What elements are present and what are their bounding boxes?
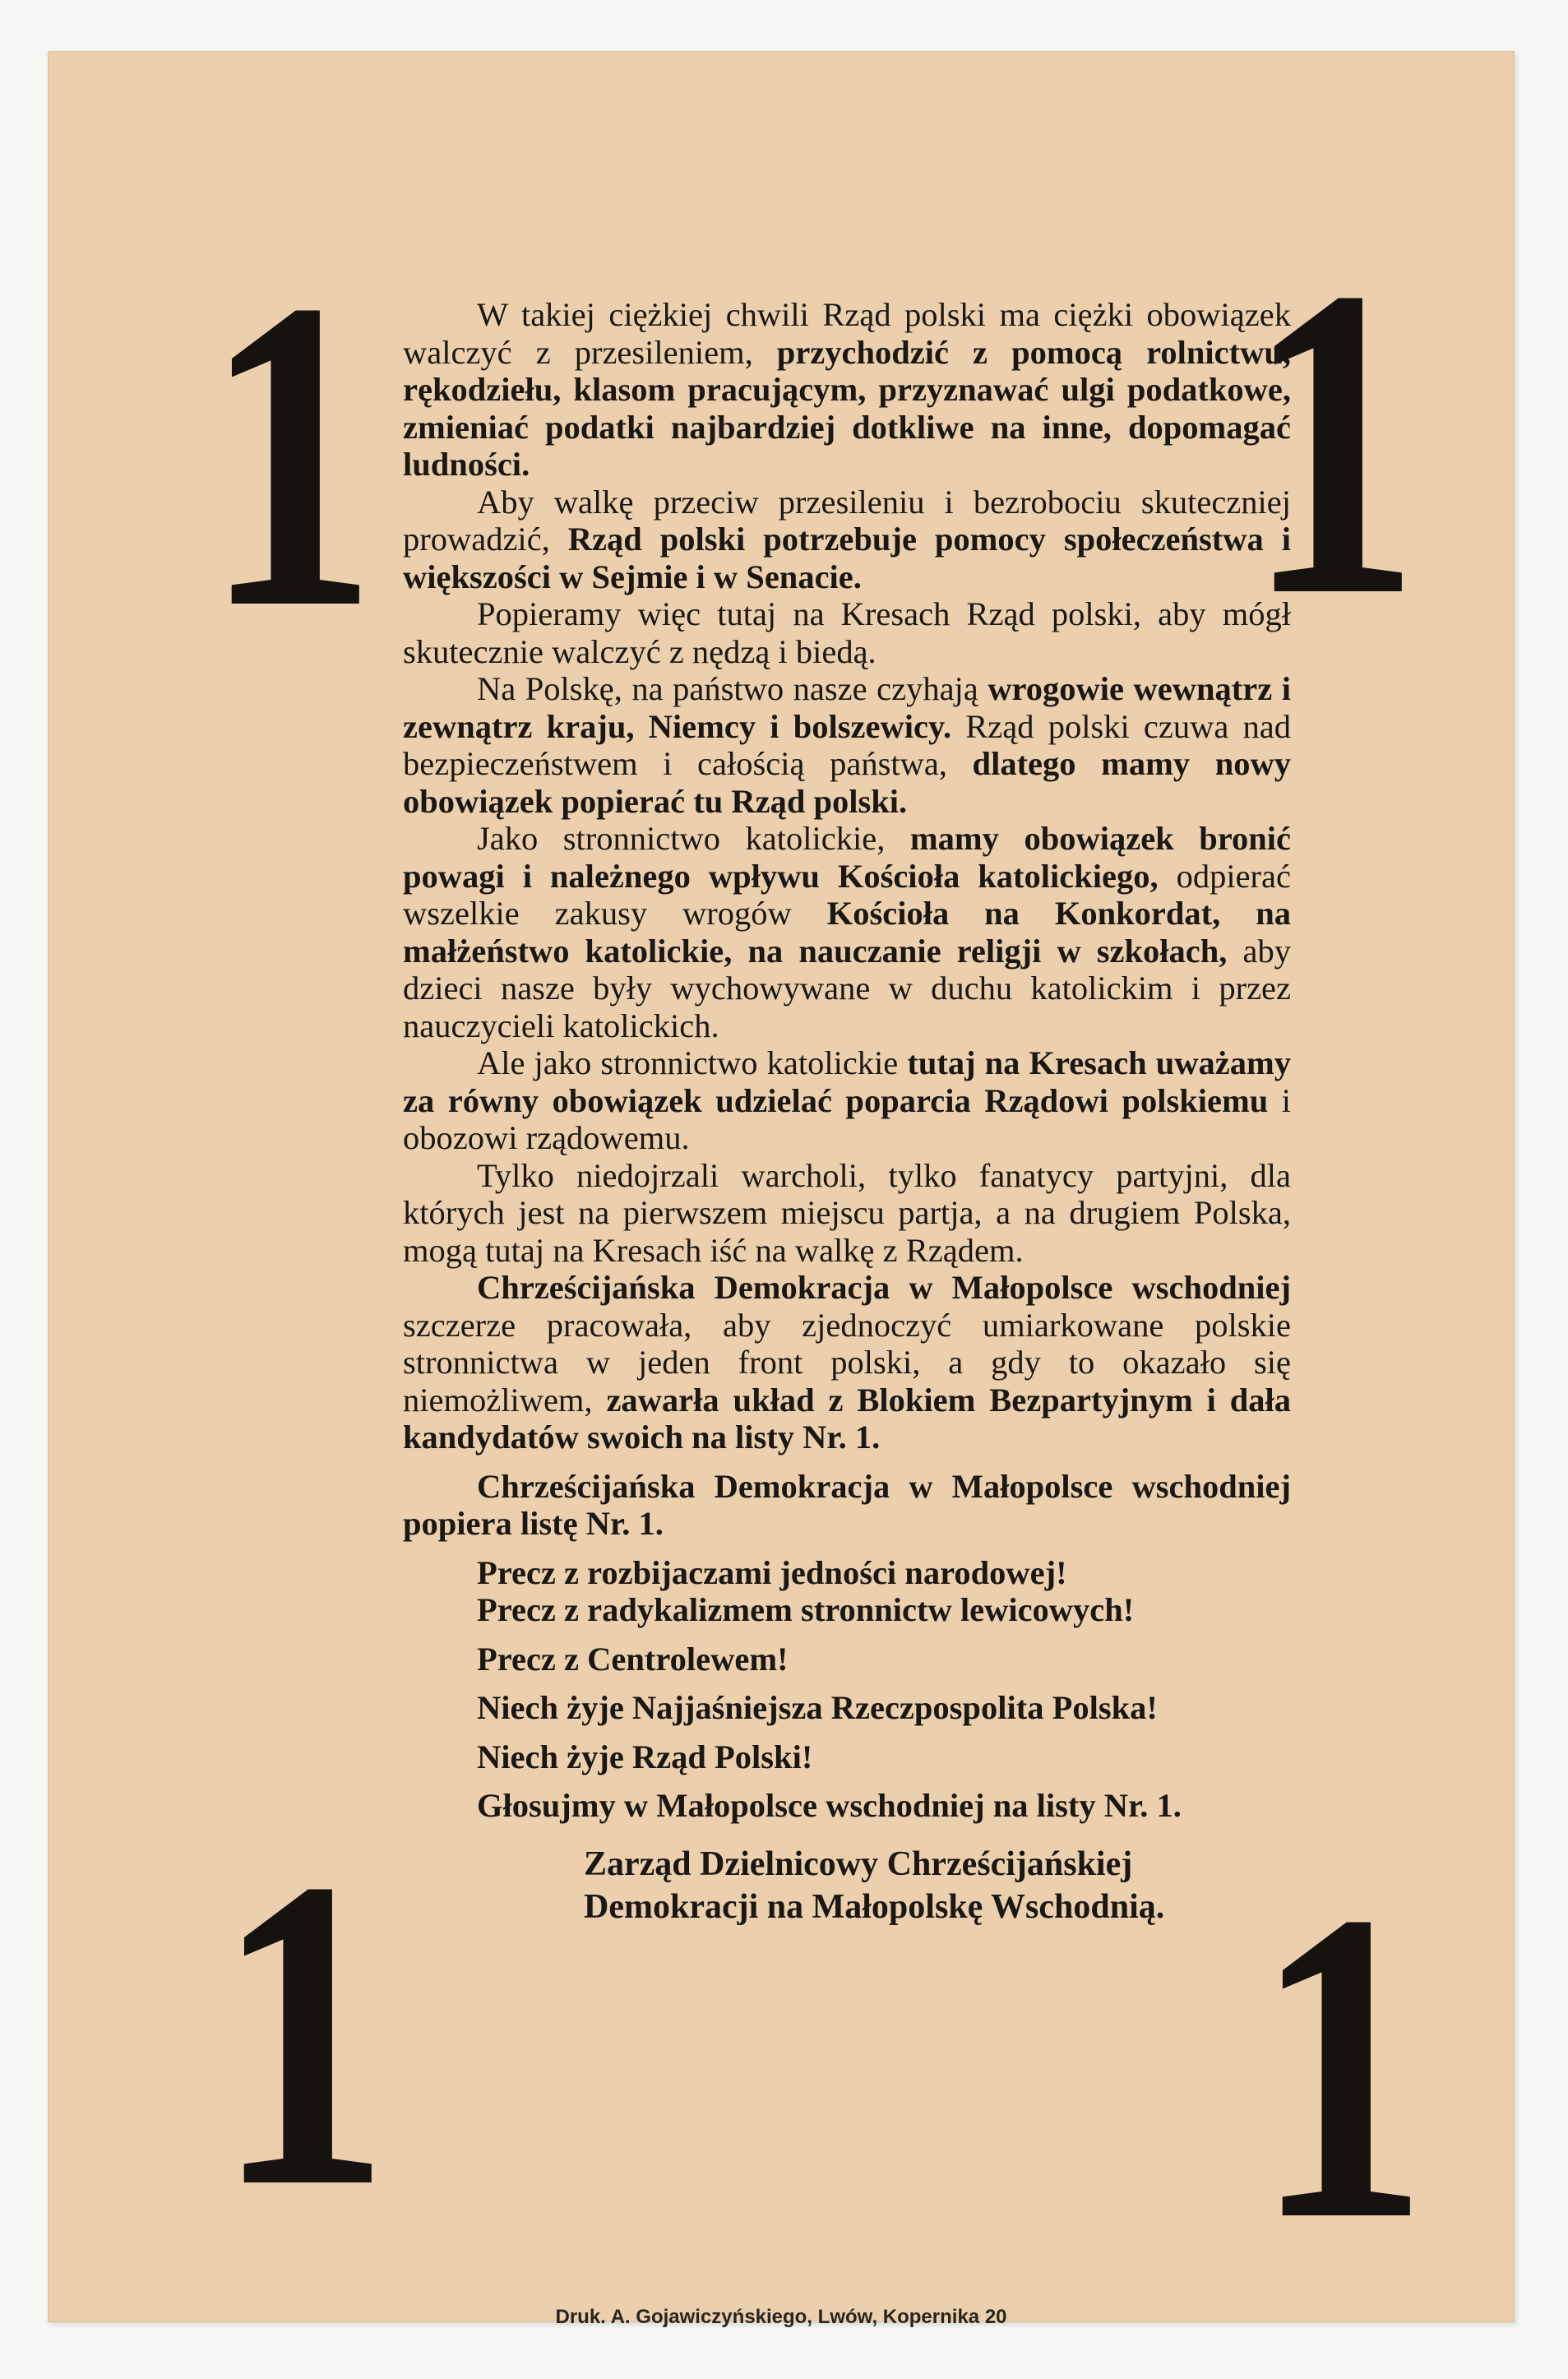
bold-text-run: Kościoła na Konkordat, na małżeństwo katolickie, na nauczanie religji w szkołach, (403, 895, 1291, 970)
text-run: szczerze pracowała, aby zjednoczyć umiarkowane polskie stronnictwa w jeden front polski, a gdy to okazało się niemożliwem, (403, 1306, 1291, 1419)
bold-text-run: Rząd polski potrzebuje pomocy społeczeństwa i większości w Sejmie i w Senacie. (403, 521, 1291, 595)
paragraph (403, 820, 1291, 1044)
text-run: aby dzieci nasze były wychowywane w duchu katolickim i przez nauczycieli katolickich. (403, 932, 1291, 1044)
bold-text-run: Chrześcijańska Demokracja w Małopolsce wschodniej popiera listę Nr. 1. (403, 1467, 1291, 1542)
paragraph (403, 1468, 1291, 1543)
text-run: W takiej ciężkiej chwili Rząd polski ma ciężki obowiązek walczyć z przesileniem, (403, 296, 1291, 371)
slogan (403, 1554, 1291, 1592)
text-run: Jako stronnictwo katolickie, (477, 820, 910, 857)
proclamation-text (403, 296, 1291, 1928)
signature-line-1: Zarząd Dzielnicowy Chrześcijańskiej (584, 1844, 1133, 1883)
text-run: Rząd polski czuwa nad bezpieczeństwem i całością państwa, (403, 707, 1291, 782)
slogan (403, 1787, 1291, 1825)
text-run: Popieramy więc tutaj na Kresach Rząd polski, aby mógł skutecznie walczyć z nędzą i biedą. (403, 595, 1291, 670)
slogan (403, 1641, 1291, 1678)
list-number-top-left: 1 (204, 208, 377, 700)
text-run: Tylko niedojrzali warcholi, tylko fanatycy partyjni, dla których jest na pierwszem miejscu partja, a na drugiem Polska, mogą tutaj na Kresach iść na walkę z Rządem. (403, 1156, 1291, 1269)
paragraph (403, 595, 1291, 670)
bold-text-run: Precz z rozbijaczami jedności narodowej! (477, 1553, 1067, 1591)
bold-text-run: Niech żyje Rząd Polski! (477, 1738, 813, 1775)
bold-text-run: mamy obowiązek bronić powagi i należnego wpływu Kościoła katolickiego, (403, 820, 1292, 895)
slogan (403, 1738, 1291, 1776)
bold-text-run: Niech żyje Najjaśniejsza Rzeczpospolita Polska! (477, 1689, 1158, 1726)
paragraph (403, 484, 1291, 596)
bold-text-run: wrogowie wewnątrz i zewnątrz kraju, Niemcy i bolszewicy. (403, 670, 1292, 745)
paragraph (403, 1269, 1291, 1456)
text-run: Aby walkę przeciw przesileniu i bezrobociu skuteczniej prowadzić, (403, 483, 1291, 558)
slogan (403, 1591, 1291, 1629)
bold-text-run: Głosujmy w Małopolsce wschodniej na listy Nr. 1. (477, 1787, 1182, 1824)
printer-imprint: Druk. A. Gojawiczyńskiego, Lwów, Kopernika 20 (555, 2306, 1007, 2328)
text-run: Ale jako stronnictwo katolickie (477, 1044, 908, 1081)
list-number-bottom-left: 1 (216, 1787, 390, 2279)
signature-line-2: Demokracji na Małopolskę Wschodnią. (584, 1887, 1165, 1926)
bold-text-run: Chrześcijańska Demokracja w Małopolsce wschodniej (477, 1269, 1291, 1306)
bold-text-run: dlatego mamy nowy obowiązek popierać tu Rząd polski. (403, 745, 1291, 820)
bold-text-run: tutaj na Kresach uważamy za równy obowiązek udzielać poparcia Rządowi polskiemu (403, 1044, 1291, 1119)
text-run: odpierać wszelkie zakusy wrogów (403, 857, 1291, 932)
list-number-top-right: 1 (1247, 196, 1420, 687)
text-run: i obozowi rządowemu. (403, 1081, 1291, 1156)
paragraph (403, 1044, 1291, 1157)
bold-text-run: Precz z Centrolewem! (477, 1640, 789, 1678)
bold-text-run: zawarła układ z Blokiem Bezpartyjnym i dała kandydatów swoich na listy Nr. 1. (403, 1381, 1291, 1456)
poster-sheet (48, 51, 1515, 2328)
paragraph (403, 670, 1291, 820)
paragraph (403, 1157, 1291, 1270)
bold-text-run: Precz z radykalizmem stronnictw lewicowych! (477, 1591, 1135, 1628)
slogan (403, 1689, 1291, 1727)
paragraph (403, 296, 1291, 484)
list-number-bottom-right: 1 (1255, 1820, 1428, 2312)
signature (584, 1843, 1291, 1928)
text-run: Na Polskę, na państwo nasze czyhają (477, 670, 988, 707)
bold-text-run: przychodzić z pomocą rolnictwu, rękodziełu, klasom pracującym, przyznawać ulgi podatkowe, zmieniać podatki najbardziej dotkliwe na inne, dopomagać ludności. (403, 333, 1291, 483)
